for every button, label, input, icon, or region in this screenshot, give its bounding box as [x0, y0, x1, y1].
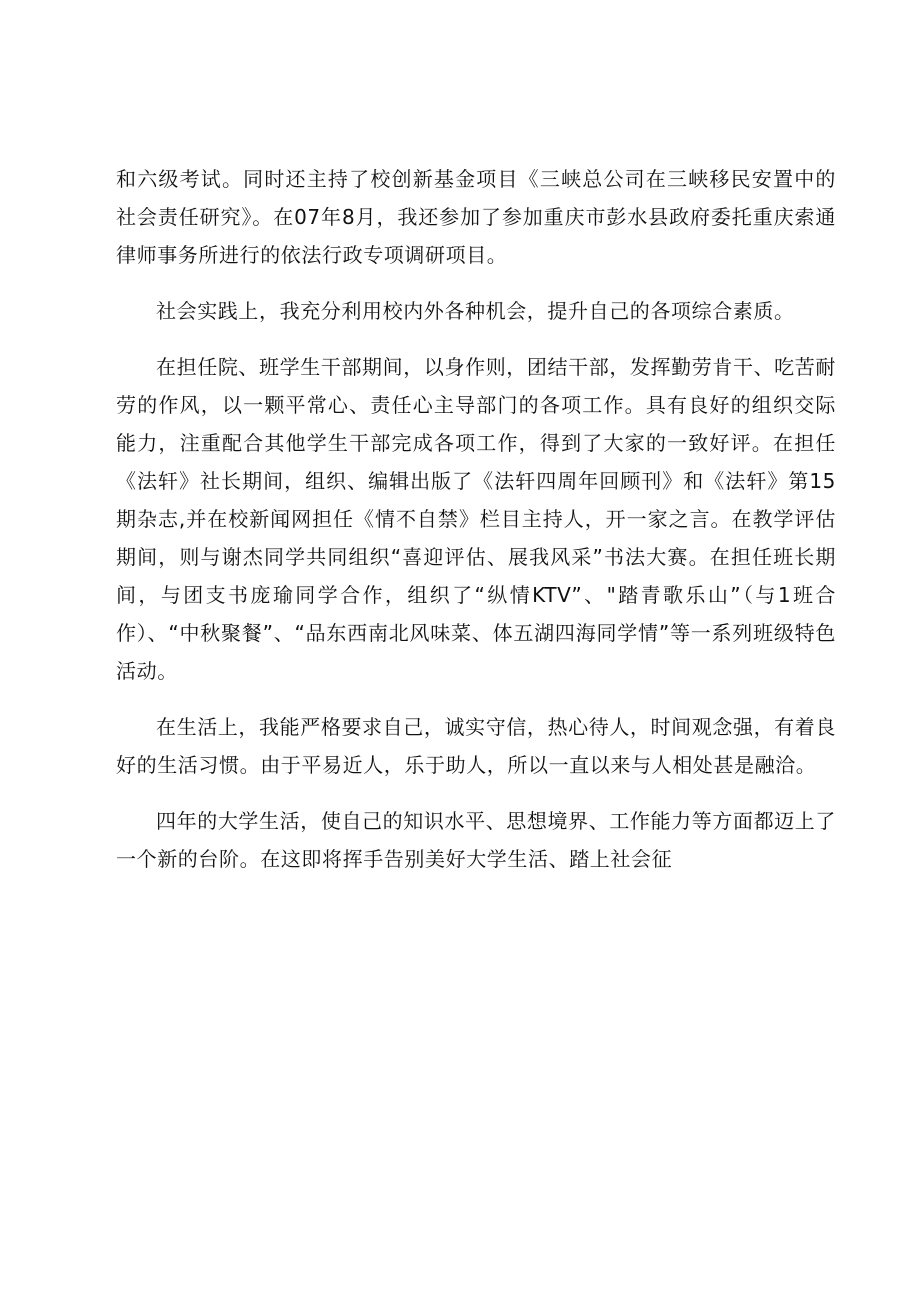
- paragraph-exam-and-research: 和六级考试。同时还主持了校创新基金项目《三峡总公司在三峡移民安置中的社会责任研究》。在07年8月，我还参加了参加重庆市彭水县政府委托重庆索通律师事务所进行的依法行政专项调研项目。: [116, 167, 836, 267]
- paragraph-daily-life: 在生活上，我能严格要求自己，诚实守信，热心待人，时间观念强，有着良好的生活习惯。由于平易近人，乐于助人，所以一直以来与人相处甚是融洽。: [116, 715, 836, 777]
- paragraph-university-summary: 四年的大学生活，使自己的知识水平、思想境界、工作能力等方面都迈上了一个新的台阶。在这即将挥手告别美好大学生活、踏上社会征: [116, 809, 836, 871]
- paragraph-social-practice: 社会实践上，我充分利用校内外各种机会，提升自己的各项综合素质。: [156, 299, 795, 323]
- document-body: [116, 160, 836, 896]
- paragraph-student-leadership: 在担任院、班学生干部期间，以身作则，团结干部，发挥勤劳肯干、吃苦耐劳的作风，以一颗平常心、责任心主导部门的各项工作。具有良好的组织交际能力，注重配合其他学生干部完成各项工作，得到了大家的一致好评。在担任《法轩》社长期间，组织、编辑出版了《法轩四周年回顾刊》和《法轩》第15期杂志,并在校新闻网担任《情不自禁》栏目主持人，开一家之言。在教学评估期间，则与谢杰同学共同组织“喜迎评估、展我风采”书法大赛。在担任班长期间，与团支书庞瑜同学合作，组织了“纵情KTV”、"踏青歌乐山”（与1班合作）、“中秋聚餐”、“品东西南北风味菜、体五湖四海同学情”等一系列班级特色活动。: [116, 355, 836, 683]
